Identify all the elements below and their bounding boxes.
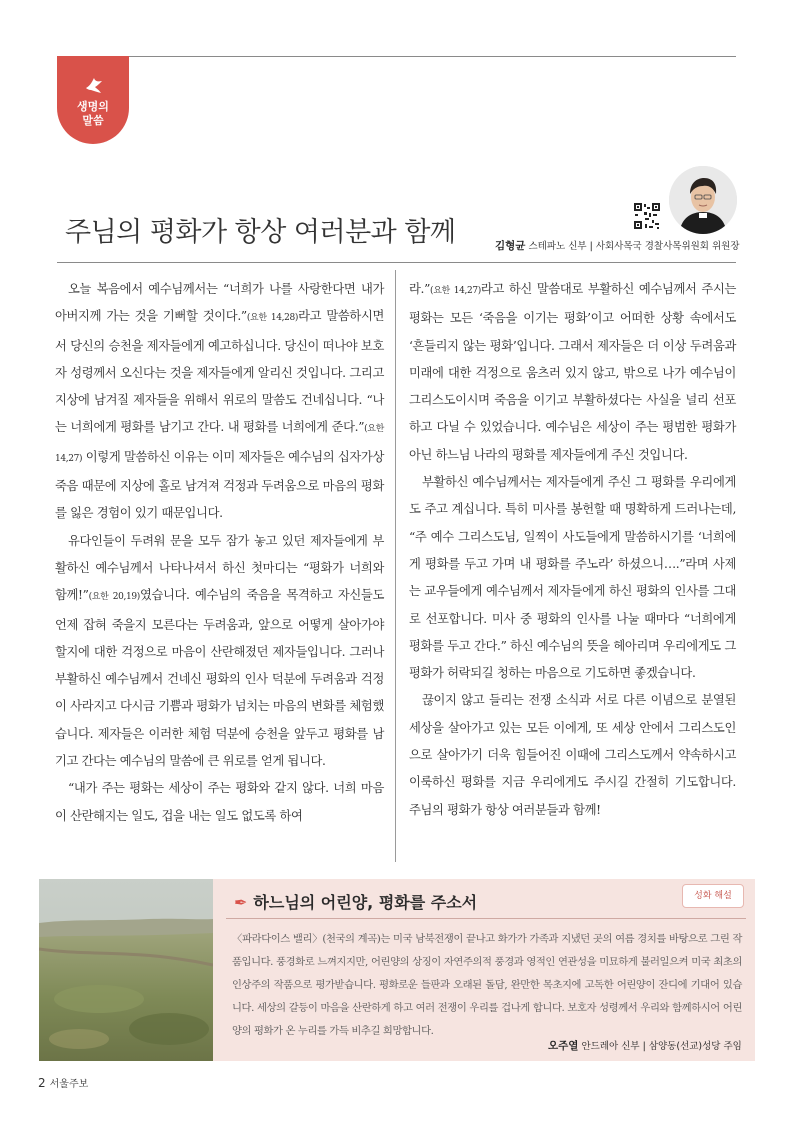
publication-name: 서울주보: [49, 1079, 89, 1090]
section-badge: [57, 56, 129, 144]
box-rule: [226, 918, 746, 919]
paragraph: 유다인들이 두려워 문을 모두 잠가 놓고 있던 제자들에게 부활하신 예수님께서 나타나셔서 하신 첫마디는 “평화가 너희와 함께!”(요한 20,19)였습니다. 예수님의 죽음을 목격하고 자신들도 언제 잡혀 죽을지 모른다는 두려움과, 앞으로 어떻게 살아가야 할지에 대한 걱정으로 마음이 산란해졌던 제자들입니다. 그러나 부활하신 예수님께서 건네신 평화의 인사 덕분에 두려움과 걱정이 사라지고 다시금 기쁨과 평화가 넘치는 마음의 변화를 체험했습니다. 제자들은 이러한 체험 덕분에 승천을 앞두고 평화를 남기고 간다는 예수님의 말씀에 큰 위로를 얻게 됩니다.: [55, 533, 384, 769]
author-photo: [669, 166, 737, 234]
box-author-name: 오주열: [548, 1040, 579, 1052]
box-author-role: 삼양동(선교)성당 주임: [648, 1041, 742, 1052]
scripture-ref: (요한 14,28): [246, 313, 299, 324]
author-name: 김형균: [495, 240, 526, 252]
box-tag: 성화 해설: [682, 884, 744, 908]
author-baptismal: 스테파노 신부: [528, 241, 587, 252]
paragraph: 부활하신 예수님께서는 제자들에게 주신 그 평화를 우리에게도 주고 계십니다. 특히 미사를 봉헌할 때 명확하게 드러나는데, “주 예수 그리스도님, 일찍이 사도들에게 말씀하시기를 ‘너희에게 평화를 두고 가며 내 평화를 주노라’ 하셨으니….”라며 사제는 교우들에게 예수님께서 제자들에게 하신 평화의 인사를 그대로 선포합니다. 미사 중 평화의 인사를 나눌 때마다 “너희에게 평화를 두고 간다.” 하신 예수님의 뜻을 헤아리며 우리에게도 그 평화가 허락되길 청하는 마음으로 기도하면 좋겠습니다.: [409, 475, 736, 681]
paragraph: 끊이지 않고 들리는 전쟁 소식과 서로 다른 이념으로 분열된 세상을 살아가고 있는 모든 이에게, 또 세상 안에서 그리스도인으로 살아가기 더욱 힘들어진 이때에 그리스도께서 약속하시고 이룩하신 평화를 지금 우리에게도 주시길 간절히 기도합니다. 주님의 평화가 항상 여러분들과 함께!: [409, 693, 736, 817]
badge-line1: 생명의: [77, 100, 109, 113]
column-left: [55, 276, 384, 830]
box-byline-separator: |: [642, 1041, 646, 1052]
column-divider: [395, 270, 396, 862]
paragraph: 오늘 복음에서 예수님께서는 “너희가 나를 사랑한다면 내가 아버지께 가는 것을 기뻐할 것이다.”(요한 14,28)라고 말씀하시면서 당신의 승천을 제자들에게 예고하십니다. 당신이 떠나야 보호자 성령께서 오신다는 것을 제자들에게 알리신 것입니다. 그리고 지상에 남겨질 제자들을 위해서 위로의 말씀도 건네십니다. “나는 너희에게 평화를 남기고 간다. 내 평화를 너희에게 준다.”(요한 14,27) 이렇게 말씀하신 이유는 이미 제자들은 예수님의 십자가상 죽음 때문에 지상에 홀로 남겨져 걱정과 두려움으로 마음의 평화를 잃은 경험이 있기 때문입니다.: [55, 282, 384, 521]
author-role: 사회사목국 경찰사목위원회 위원장: [595, 241, 740, 252]
box-title: [234, 890, 477, 913]
brush-icon: ✒: [234, 893, 248, 912]
qr-code-icon[interactable]: [633, 202, 661, 230]
painting-image: [39, 879, 213, 1061]
scripture-ref: (요한 20,19): [88, 592, 140, 603]
box-title-text: 하느님의 어린양, 평화를 주소서: [253, 893, 478, 912]
author-portrait: [669, 166, 737, 234]
scripture-ref: (요한 14,27): [55, 424, 384, 464]
dove-icon: [83, 74, 105, 96]
badge-label: [57, 100, 129, 128]
column-right: [409, 276, 736, 824]
article-title: 주님의 평화가 항상 여러분과 함께: [65, 217, 456, 248]
top-rule: [57, 56, 736, 57]
box-text: 〈파라다이스 밸리〉(천국의 계곡)는 미국 남북전쟁이 끝나고 화가가 가족과 지냈던 곳의 여름 경치를 바탕으로 그린 작품입니다. 풍경화로 느껴지지만, 어린양의 상징이 자연주의적 풍경과 영적인 연관성을 미묘하게 불러일으켜 미국 최초의 인상주의 작품으로 평가받습니다. 평화로운 들판과 오래된 돌담, 완만한 목초지에 고독한 어린양이 잔디에 기대어 있습니다. 세상의 갈등이 마음을 산란하게 하고 여러 전쟁이 우리를 겁나게 합니다. 보호자 성령께서 우리와 함께하시어 어린양의 평화가 온 누리를 가득 비추길 희망합니다.: [232, 933, 742, 1037]
header-rule: [57, 262, 736, 263]
byline-separator: |: [589, 241, 593, 252]
badge-line2: 말씀: [82, 114, 104, 127]
author-byline: [495, 238, 740, 253]
box-byline: [548, 1038, 742, 1053]
page-number: 2: [38, 1076, 46, 1090]
scripture-ref: (요한 14,27): [430, 286, 481, 296]
paragraph: “내가 주는 평화는 세상이 주는 평화와 같지 않다. 너희 마음이 산란해지는 일도, 겁을 내는 일도 없도록 하여: [55, 781, 384, 823]
box-author-baptismal: 안드레아 신부: [581, 1041, 640, 1052]
page-footer: [38, 1075, 88, 1090]
paragraph: 라.”(요한 14,27)라고 하신 말씀대로 부활하신 예수님께서 주시는 평화는 모든 ‘죽음을 이기는 평화’이고 어떠한 상황 속에서도 ‘흔들리지 않는 평화’입니다. 그래서 제자들은 더 이상 두려움과 미래에 대한 걱정으로 움츠러 있지 않고, 밖으로 나가 예수님이 그리스도이시며 죽음을 이기고 부활하셨다는 사실을 널리 선포하고 다닐 수 있었습니다. 예수님은 세상이 주는 평범한 평화가 아닌 하느님 나라의 평화를 제자들에게 주신 것입니다.: [409, 282, 736, 462]
